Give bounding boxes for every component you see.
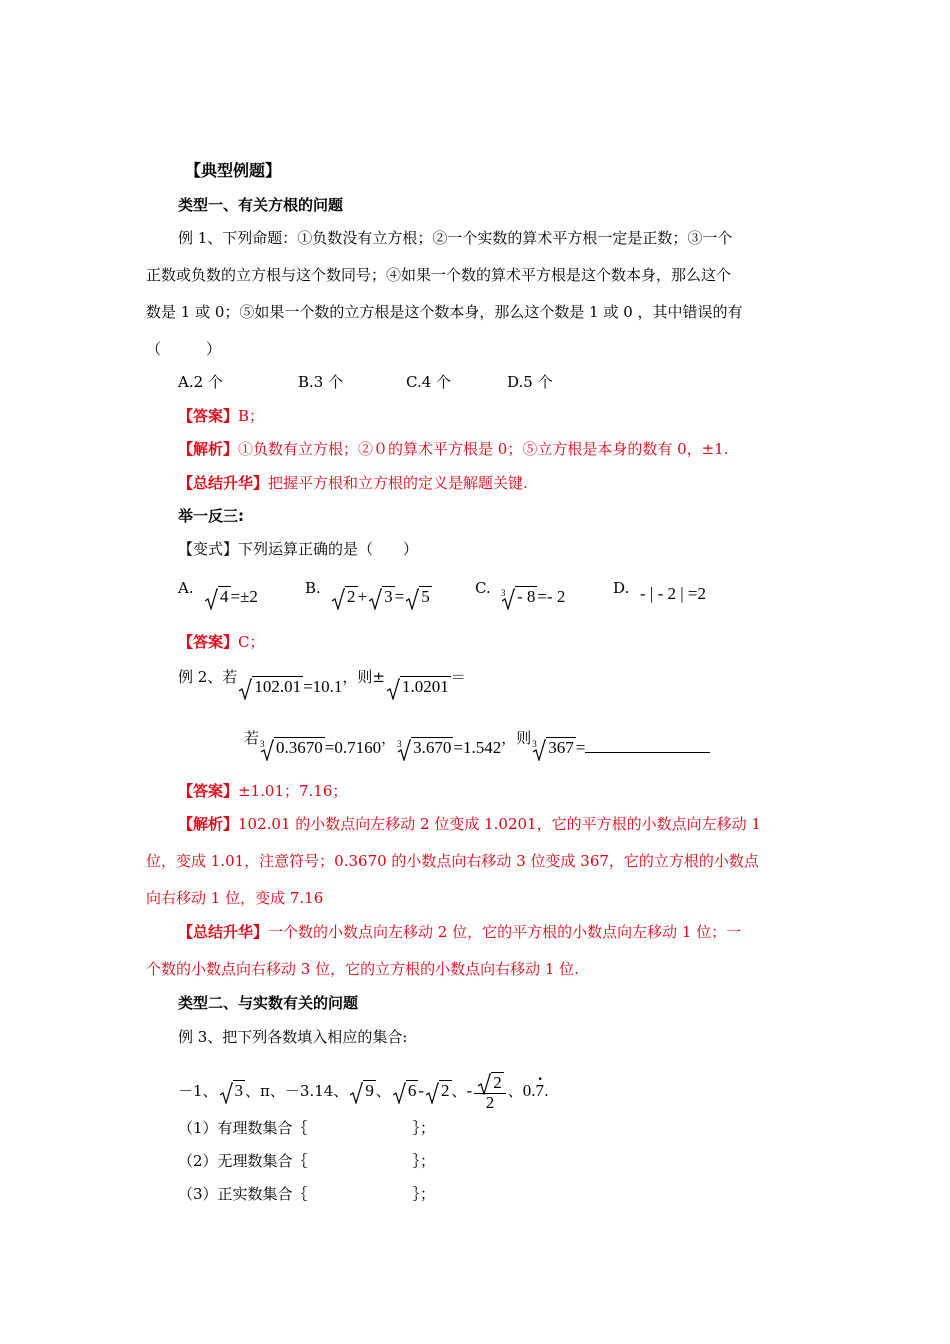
example2-analysis-line1 bbox=[178, 813, 761, 835]
example1-line2: 正数或负数的立方根与这个数同号；④如果一个数的算术平方根是这个数本身，那么这个 bbox=[146, 266, 732, 284]
summary-text: 把握平方根和立方根的定义是解题关键. bbox=[268, 474, 528, 492]
radical: 2 bbox=[332, 586, 358, 608]
summary-tag: 【总结升华】 bbox=[178, 474, 269, 492]
radical-sign-icon bbox=[387, 678, 400, 700]
example3-numbers: －1、 3 、π、－3.14、 9 、 6 - 2 、- $\frac{2}{2}$ 、0.· 7. bbox=[178, 1072, 549, 1112]
radical: 4 bbox=[205, 586, 231, 608]
radical: 6 bbox=[393, 1080, 419, 1102]
set-irrational: （2）无理数集合｛ ｝； bbox=[178, 1152, 436, 1170]
cube-radical: 3 - 8 bbox=[502, 586, 537, 608]
radical-sign-icon bbox=[533, 739, 546, 761]
radical: 3 bbox=[220, 1080, 246, 1102]
variant-question bbox=[178, 538, 418, 560]
analysis-text: ①负数有立方根；②０的算术平方根是 0；⑤立方根是本身的数有 0，±1. bbox=[238, 440, 729, 458]
variant-c-label: C. bbox=[475, 579, 491, 597]
analysis-text: 102.01 的小数点向左移动 2 位变成 1.0201，它的平方根的小数点向左移动 1 bbox=[238, 815, 761, 833]
example2-analysis-line2: 位，变成 1.01，注意符号；0.3670 的小数点向右移动 3 位变成 367，它的立方根的小数点 bbox=[146, 852, 759, 870]
answer-blank[interactable] bbox=[585, 738, 710, 753]
analysis-tag: 【解析】 bbox=[178, 815, 239, 833]
answer-tag: 【答案】 bbox=[178, 633, 239, 651]
radical-sign-icon bbox=[478, 1073, 491, 1095]
variant-d-label: D. bbox=[613, 579, 630, 597]
type-two-title: 类型二、与实数有关的问题 bbox=[178, 994, 359, 1012]
radical: 5 bbox=[406, 586, 432, 608]
example1-line1: 例 1、下列命题：①负数没有立方根；②一个实数的算术平方根一定是正数；③一个 bbox=[178, 229, 733, 247]
radical-sign-icon bbox=[205, 588, 218, 610]
radical: 1.0201 bbox=[387, 676, 451, 698]
example2-answer bbox=[178, 780, 347, 802]
example2-line1: 例 2、若 102.01 =10.1，则± 1.0201 ＝ bbox=[178, 666, 466, 688]
radical-sign-icon bbox=[406, 588, 419, 610]
set-positive-real: （3）正实数集合｛ ｝； bbox=[178, 1185, 436, 1203]
example1-summary bbox=[178, 472, 528, 494]
answer-tag: 【答案】 bbox=[178, 407, 239, 425]
example1-analysis bbox=[178, 438, 729, 460]
cube-radical: 3 3.670 bbox=[398, 737, 453, 759]
example3-intro: 例 3、把下列各数填入相应的集合: bbox=[178, 1028, 408, 1046]
radical-sign-icon bbox=[502, 588, 515, 610]
answer-text: C； bbox=[238, 633, 265, 651]
radical: 2 bbox=[426, 1080, 452, 1102]
example1-option-b: B.3 个 bbox=[298, 373, 344, 391]
radical: 9 bbox=[350, 1080, 376, 1102]
radical-sign-icon bbox=[393, 1082, 406, 1104]
variant-b-expr: 2 + 3 = 5 bbox=[330, 586, 432, 608]
fraction: $\frac{2}{2}$ bbox=[474, 1072, 506, 1112]
variant-text: 下列运算正确的是（ ） bbox=[238, 540, 419, 558]
example1-option-a: A.2 个 bbox=[178, 373, 223, 391]
radical: 3 bbox=[369, 586, 395, 608]
set-rational: （1）有理数集合｛ ｝； bbox=[178, 1119, 436, 1137]
variant-tag: 【变式】 bbox=[178, 540, 239, 558]
repeating-digit: · 7 bbox=[535, 1081, 544, 1100]
radical-sign-icon bbox=[261, 739, 274, 761]
radical-sign-icon bbox=[350, 1082, 363, 1104]
summary-text: 一个数的小数点向左移动 2 位，它的平方根的小数点向左移动 1 位；一 bbox=[268, 923, 742, 941]
example1-line3: 数是 1 或 0；⑤如果一个数的立方根是这个数本身，那么这个数是 1 或 0 ，其中错误的有 bbox=[146, 303, 743, 321]
example2-summary-line1 bbox=[178, 921, 741, 943]
radical: 102.01 bbox=[239, 676, 303, 698]
cube-radical: 3 367 bbox=[533, 737, 576, 759]
radical-sign-icon bbox=[220, 1082, 233, 1104]
analysis-tag: 【解析】 bbox=[178, 440, 239, 458]
variant-d-expr: - | - 2 | =2 bbox=[640, 584, 706, 603]
radical-sign-icon bbox=[398, 739, 411, 761]
example1-option-c: C.4 个 bbox=[406, 373, 452, 391]
variant-a-label: A. bbox=[178, 579, 194, 597]
summary-tag: 【总结升华】 bbox=[178, 923, 269, 941]
example2-line2: 若 3 0.3670 =0.7160， 3 3.670 =1.542，则 3 367 = bbox=[244, 727, 710, 749]
radical-sign-icon bbox=[426, 1082, 439, 1104]
variant-c-expr: 3 - 8 =- 2 bbox=[500, 586, 565, 608]
radical-sign-icon bbox=[332, 588, 345, 610]
example1-answer bbox=[178, 405, 264, 427]
cube-radical: 3 0.3670 bbox=[261, 737, 325, 759]
example2-summary-line2: 个数的小数点向右移动 3 位，它的立方根的小数点向右移动 1 位. bbox=[146, 960, 579, 978]
example2-analysis-line3: 向右移动 1 位，变成 7.16 bbox=[146, 889, 324, 907]
example1-line4: （ ） bbox=[146, 340, 222, 358]
section-heading: 【典型例题】 bbox=[185, 161, 282, 180]
variant-answer bbox=[178, 631, 265, 653]
practice-title: 举一反三: bbox=[178, 507, 244, 525]
answer-text: B； bbox=[238, 407, 265, 425]
example1-option-d: D.5 个 bbox=[507, 373, 553, 391]
type-one-title: 类型一、有关方根的问题 bbox=[178, 196, 344, 214]
variant-a-expr: 4 =±2 bbox=[203, 586, 258, 608]
radical-sign-icon bbox=[369, 588, 382, 610]
answer-text: ±1.01；7.16； bbox=[238, 782, 348, 800]
variant-b-label: B. bbox=[305, 579, 321, 597]
radical: 2 bbox=[478, 1072, 504, 1093]
answer-tag: 【答案】 bbox=[178, 782, 239, 800]
radical-sign-icon bbox=[239, 678, 252, 700]
